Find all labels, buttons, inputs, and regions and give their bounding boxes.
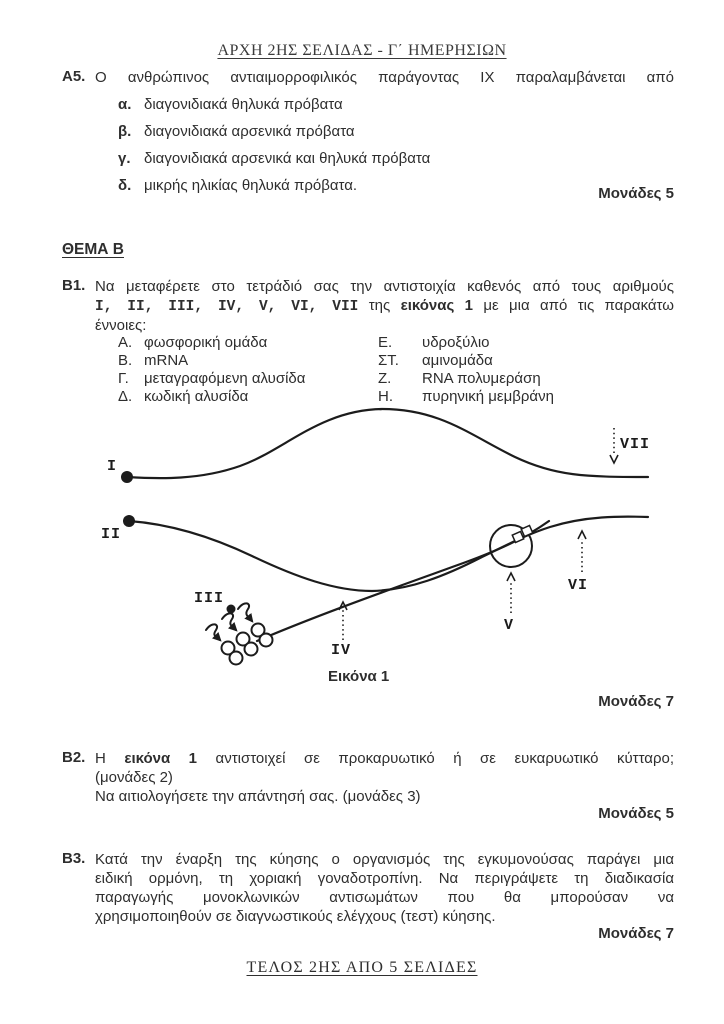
b1-line2-text-a: της [368, 297, 391, 314]
match-item-ST [378, 351, 493, 370]
figure-label-iv: IV [331, 642, 352, 659]
match-item-A [118, 333, 267, 352]
match-letter-H: Η. [378, 388, 393, 405]
question-b2-number: Β2. [62, 749, 86, 766]
figure-label-i: I [107, 458, 118, 475]
b2-figure-ref: εικόνα 1 [124, 750, 198, 767]
b1-line2 [95, 296, 674, 317]
figure-label-ii: II [101, 526, 122, 543]
mrna-exit-marks [512, 526, 532, 543]
pointer-arrows [339, 428, 618, 640]
match-row-1 [95, 333, 674, 351]
match-row-3 [95, 369, 674, 387]
b2-line3: Να αιτιολογήσετε την απάντησή σας. (μονάδες 3) [95, 788, 421, 805]
match-letter-D: Δ. [118, 388, 133, 405]
match-letter-A: Α. [118, 334, 133, 351]
dna-strand-top [127, 409, 651, 478]
a5-option-b-letter: β. [118, 123, 132, 140]
a5-option-d-letter: δ. [118, 177, 132, 194]
a5-option-c-letter: γ. [118, 150, 131, 167]
question-b3-number: Β3. [62, 850, 86, 867]
match-text-Z: RNA πολυμεράση [422, 370, 541, 387]
question-b1-number: Β1. [62, 277, 86, 294]
figure-label-vi: VI [568, 577, 589, 594]
match-letter-E: Ε. [378, 334, 393, 351]
b1-line1: Να μεταφέρετε στο τετράδιό σας την αντιστοιχία καθενός από τους αριθμούς [95, 278, 674, 295]
b2-line2: (μονάδες 2) [95, 769, 173, 786]
question-a5-stem: Ο ανθρώπινος αντιαιμορροφιλικός παράγοντας IX παραλαμβάνεται από [95, 69, 674, 86]
strand-i-end-dot [121, 471, 133, 483]
a5-option-d-text: μικρής ηλικίας θηλυκά πρόβατα. [144, 177, 358, 194]
b2-line1 [95, 749, 674, 768]
match-item-B [118, 351, 188, 370]
a5-option-a-text: διαγονιδιακά θηλυκά πρόβατα [144, 96, 343, 113]
figure-label-vii: VII [620, 436, 651, 453]
page-header: ΑΡΧΗ 2ΗΣ ΣΕΛΙΔΑΣ - Γ΄ ΗΜΕΡΗΣΙΩΝ [217, 42, 507, 59]
a5-points: Μονάδες 5 [598, 185, 674, 202]
match-text-H: πυρηνική μεμβράνη [422, 388, 554, 405]
match-text-G: μεταγραφόμενη αλυσίδα [144, 370, 306, 387]
match-text-B: mRNA [144, 352, 189, 369]
b1-line2-text-b: με μια από τις παρακάτω [483, 297, 674, 314]
match-letter-G: Γ. [118, 370, 129, 387]
b3-line2: ειδική ορμόνη, τη χοριακή γοναδοτροπίνη. Να περιγράψετε τη διαδικασία [95, 870, 674, 887]
a5-option-a [118, 95, 343, 114]
match-text-ST: αμινομάδα [422, 352, 493, 369]
b3-line1: Κατά την έναρξη της κύησης ο οργανισμός της εγκυμονούσας παράγει μια [95, 851, 674, 868]
b2-line1-text-a: Η [95, 750, 106, 767]
a5-option-b [118, 122, 355, 141]
b3-points: Μονάδες 7 [598, 925, 674, 942]
match-row-2 [95, 351, 674, 369]
match-letter-Z: Ζ. [378, 370, 392, 387]
figure-caption: Εικόνα 1 [328, 668, 390, 685]
b1-points: Μονάδες 7 [598, 693, 674, 710]
match-letter-ST: ΣΤ. [378, 352, 399, 369]
b2-line1-text-b: αντιστοιχεί σε προκαρυωτικό ή σε ευκαρυωτικό κύτταρο; [215, 750, 675, 767]
free-nucleotides [222, 624, 273, 665]
match-text-A: φωσφορική ομάδα [144, 334, 268, 351]
figure-1-diagram [0, 400, 724, 700]
b1-line2-figure-ref: εικόνας 1 [400, 297, 473, 314]
a5-option-c-text: διαγονιδιακά αρσενικά και θηλυκά πρόβατα [144, 150, 431, 167]
b1-match-list [95, 333, 674, 409]
match-text-D: κωδική αλυσίδα [144, 388, 249, 405]
a5-option-b-text: διαγονιδιακά αρσενικά πρόβατα [144, 123, 355, 140]
a5-option-d [118, 176, 357, 195]
b3-line4: χρησιμοποιηθούν σε διαγνωστικούς ελέγχους (τεστ) κύησης. [95, 908, 496, 925]
match-item-E [378, 333, 490, 352]
match-item-Z [378, 369, 541, 388]
arrow-vi-head [578, 531, 586, 539]
section-b-title: ΘΕΜΑ Β [62, 241, 124, 258]
figure-label-v: V [504, 617, 515, 634]
arrow-vii-head [610, 455, 618, 463]
b3-line3: παραγωγής μονοκλωνικών αντισωμάτων που θα μπορούσαν να [95, 889, 674, 906]
page-footer: ΤΕΛΟΣ 2ΗΣ ΑΠΟ 5 ΣΕΛΙΔΕΣ [246, 959, 478, 976]
strand-ii-end-dot [123, 515, 135, 527]
figure-label-iii: III [194, 590, 225, 607]
question-a5-number: Α5. [62, 68, 86, 85]
match-item-G [118, 369, 305, 388]
match-letter-B: Β. [118, 352, 133, 369]
a5-option-c [118, 149, 430, 168]
a5-option-a-letter: α. [118, 96, 132, 113]
mrna-end-dot [227, 605, 236, 614]
match-text-E: υδροξύλιο [422, 334, 490, 351]
b1-roman-numerals: I, II, III, IV, V, VI, VII [95, 299, 359, 315]
b2-points: Μονάδες 5 [598, 805, 674, 822]
b1-line3: έννοιες: [95, 317, 147, 334]
arrow-v-head [507, 573, 515, 581]
